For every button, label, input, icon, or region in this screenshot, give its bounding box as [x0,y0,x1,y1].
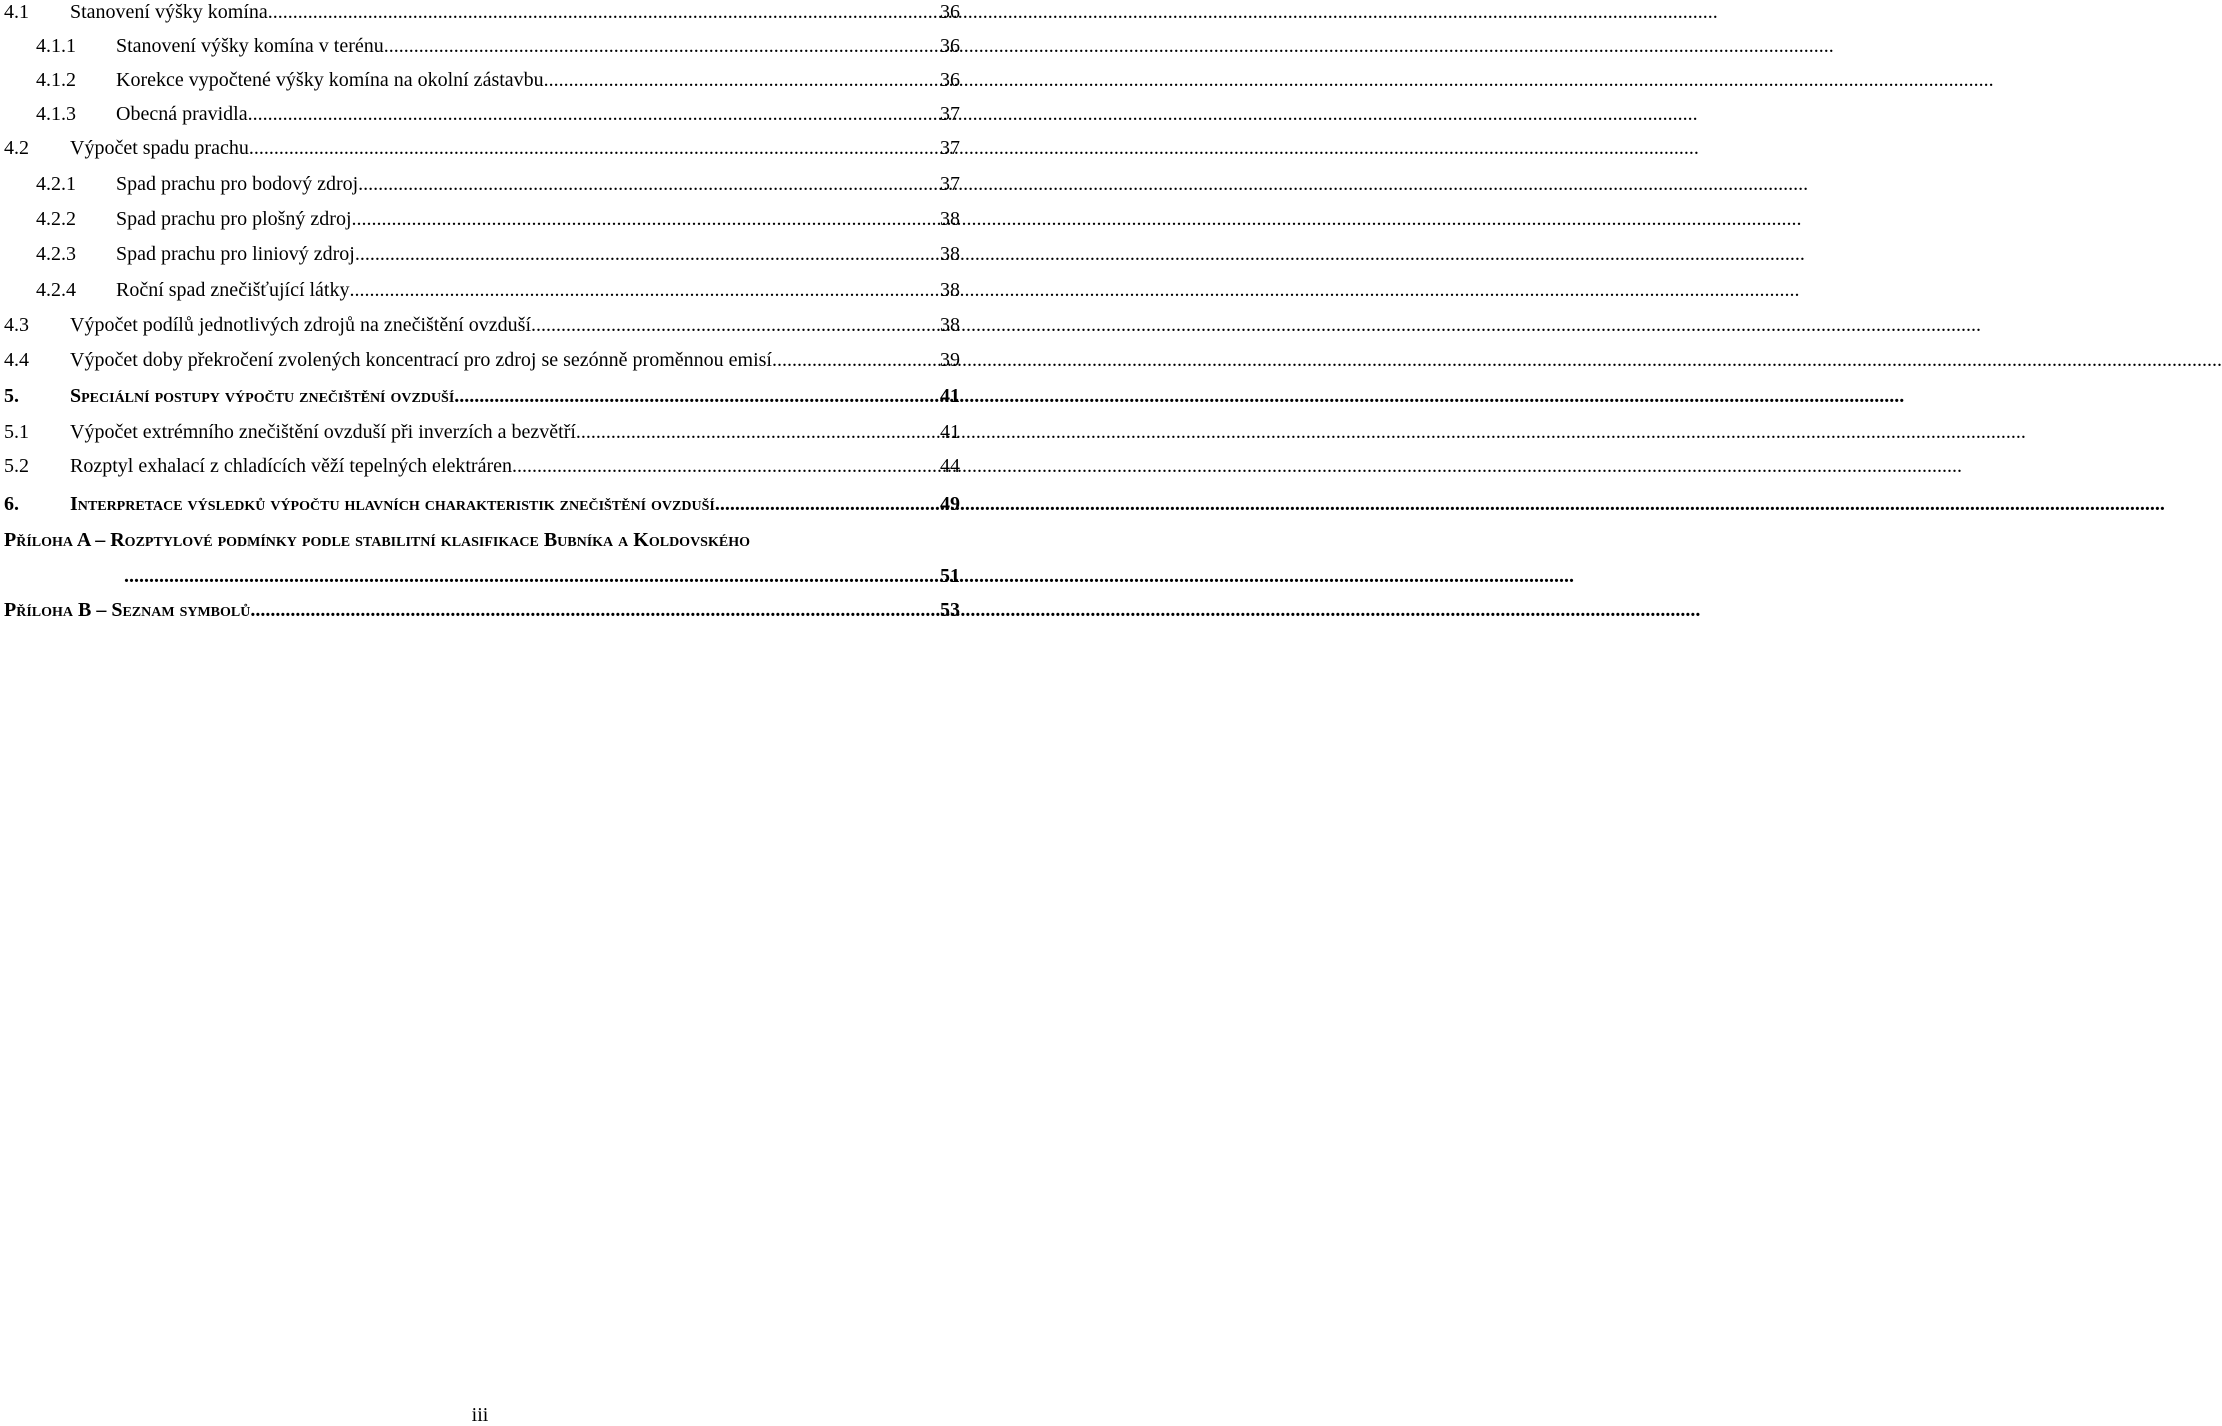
toc-leader-dots [358,172,936,196]
toc-entry-title: Výpočet spadu prachu [70,137,249,159]
toc-entry-4-1[interactable] [4,0,960,34]
toc-entry-number: 4.1.3 [36,103,76,125]
toc-leader-dots [772,348,936,372]
toc-entry-number: 4.4 [4,349,29,371]
toc-entry-number: 4.3 [4,314,29,336]
toc-entry-title: Spad prachu pro liniový zdroj [116,243,355,265]
toc-entry-4-4[interactable] [4,348,960,382]
toc-entry-4-2-4[interactable] [36,278,960,312]
toc-entry-number: 4.2.4 [36,279,76,301]
toc-entry-page: 51 [940,565,960,587]
toc-leader-dots [249,136,936,160]
toc-entry-page: 38 [940,208,960,230]
toc-entry-page: 49 [940,493,960,515]
toc-entry-4-1-3[interactable] [36,102,960,136]
toc-entry-number: 5.2 [4,455,29,477]
toc-entry-page: 38 [940,243,960,265]
toc-leader-dots [124,564,936,588]
toc-entry-title: Obecná pravidla [116,103,248,125]
toc-entry-page: 41 [940,385,960,407]
toc-entry-number: 5. [4,385,19,407]
toc-entry-4-3[interactable] [4,313,960,347]
toc-entry-page: 37 [940,173,960,195]
toc-entry-page: 39 [940,349,960,371]
toc-leader-dots [250,598,936,622]
toc-entry-page: 36 [940,69,960,91]
toc-entry-4-2[interactable] [4,136,960,170]
toc-entry-title: Interpretace výsledků výpočtu hlavních charakteristik znečištění ovzduší [70,493,715,515]
toc-entry-page: 36 [940,1,960,23]
toc-entry-number: 4.2.2 [36,208,76,230]
toc-entry-appendix-a[interactable] [4,528,960,562]
toc-entry-number: 4.1 [4,1,29,23]
toc-entry-4-2-2[interactable] [36,207,960,241]
toc-leader-dots [352,207,936,231]
toc-entry-title: Stanovení výšky komína v terénu [116,35,384,57]
page-number: iii [471,1404,489,1426]
toc-entry-title: Výpočet extrémního znečištění ovzduší při inverzích a bezvětří [70,421,576,443]
toc-entry-title: Spad prachu pro bodový zdroj [116,173,359,195]
toc-entry-number: 6. [4,493,19,515]
toc-entry-4-2-1[interactable] [36,172,960,206]
toc-entry-title: Stanovení výšky komína [70,1,268,23]
toc-entry-number: 5.1 [4,421,29,443]
toc-entry-title: Korekce vypočtené výšky komína na okolní zástavbu [116,69,544,91]
toc-entry-appendix-b[interactable] [4,598,960,632]
toc-entry-page: 37 [940,137,960,159]
toc-entry-chapter-5[interactable] [4,384,960,418]
toc-leader-dots [576,420,936,444]
toc-entry-4-1-1[interactable] [36,34,960,68]
toc-entry-5-1[interactable] [4,420,960,454]
toc-leader-dots [531,313,936,337]
toc-leader-dots [512,454,936,478]
toc-entry-page: 41 [940,421,960,443]
toc-entry-title: Speciální postupy výpočtu znečištění ovzduší [70,385,455,407]
toc-entry-4-1-2[interactable] [36,68,960,102]
toc-entry-title: Výpočet podílů jednotlivých zdrojů na znečištění ovzduší [70,314,531,336]
toc-entry-title: Příloha B – Seznam symbolů [4,599,251,621]
toc-entry-appendix-a-page[interactable] [124,564,960,598]
toc-entry-5-2[interactable] [4,454,960,488]
toc-entry-number: 4.2 [4,137,29,159]
toc-entry-4-2-3[interactable] [36,242,960,276]
toc-entry-title: Příloha A – Rozptylové podmínky podle stabilitní klasifikace Bubníka a Koldovského [4,529,750,551]
toc-leader-dots [715,492,936,516]
toc-entry-number: 4.1.2 [36,69,76,91]
toc-entry-title: Výpočet doby překročení zvolených koncentrací pro zdroj se sezónně proměnnou emisí [70,349,772,371]
toc-leader-dots [384,34,936,58]
toc-leader-dots [355,242,936,266]
toc-entry-chapter-6[interactable] [4,492,960,526]
toc-entry-number: 4.2.3 [36,243,76,265]
toc-entry-title: Roční spad znečišťující látky [116,279,350,301]
toc-entry-page: 36 [940,35,960,57]
toc-entry-page: 53 [940,599,960,621]
toc-leader-dots [544,68,936,92]
toc-entry-title: Spad prachu pro plošný zdroj [116,208,352,230]
toc-entry-page: 44 [940,455,960,477]
toc-entry-page: 38 [940,279,960,301]
toc-entry-page: 37 [940,103,960,125]
toc-leader-dots [268,0,936,24]
toc-leader-dots [350,278,937,302]
toc-entry-number: 4.1.1 [36,35,76,57]
toc-leader-dots [248,102,936,126]
toc-leader-dots [454,384,936,408]
toc-entry-number: 4.2.1 [36,173,76,195]
toc-entry-title: Rozptyl exhalací z chladících věží tepelných elektráren [70,455,513,477]
toc-entry-page: 38 [940,314,960,336]
